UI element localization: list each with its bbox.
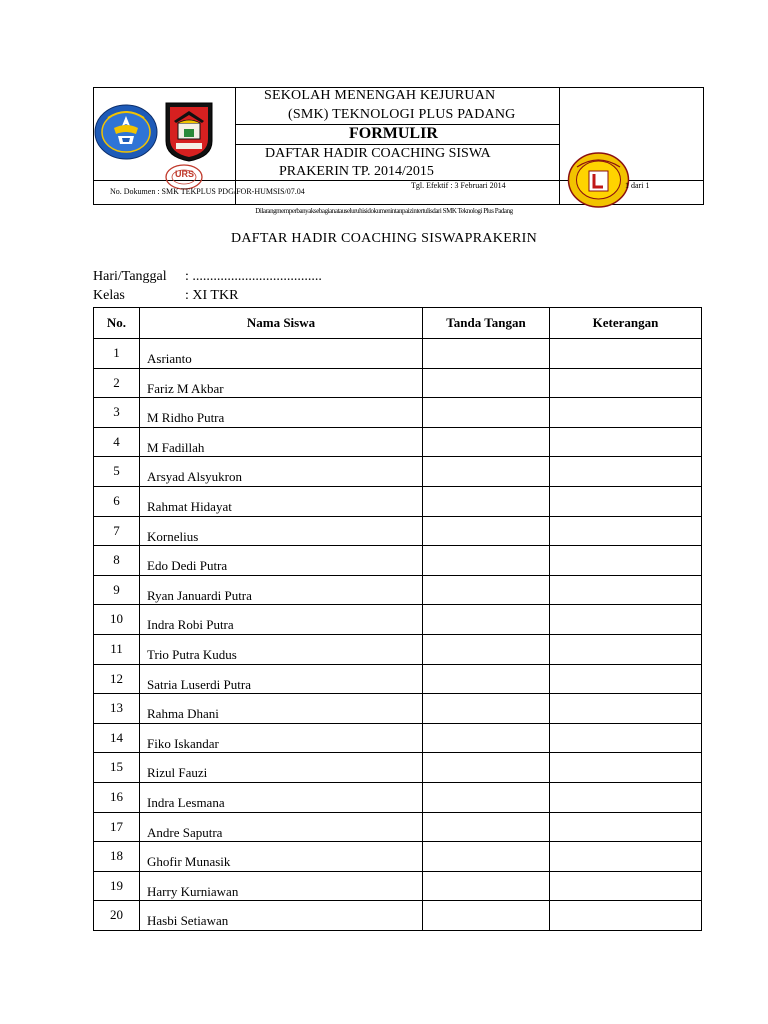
remarks-cell[interactable] bbox=[550, 842, 702, 872]
signature-cell[interactable] bbox=[423, 486, 550, 516]
row-number: 20 bbox=[94, 901, 140, 931]
remarks-cell[interactable] bbox=[550, 516, 702, 546]
date-value: : ..................................... bbox=[185, 269, 322, 284]
row-number: 10 bbox=[94, 605, 140, 635]
signature-cell[interactable] bbox=[423, 368, 550, 398]
table-row bbox=[94, 723, 702, 753]
table-row bbox=[94, 339, 702, 369]
remarks-cell[interactable] bbox=[550, 753, 702, 783]
row-number: 17 bbox=[94, 812, 140, 842]
student-name: Indra Lesmana bbox=[140, 782, 423, 812]
remarks-cell[interactable] bbox=[550, 694, 702, 724]
table-row bbox=[94, 753, 702, 783]
row-number: 7 bbox=[94, 516, 140, 546]
page-info: 1 dari 1 bbox=[625, 181, 650, 190]
student-name: Andre Saputra bbox=[140, 812, 423, 842]
student-name: Ghofir Munasik bbox=[140, 842, 423, 872]
row-number: 9 bbox=[94, 575, 140, 605]
remarks-cell[interactable] bbox=[550, 664, 702, 694]
student-name: Harry Kurniawan bbox=[140, 871, 423, 901]
school-name-line2: (SMK) TEKNOLOGI PLUS PADANG bbox=[288, 107, 516, 122]
table-row bbox=[94, 871, 702, 901]
row-number: 6 bbox=[94, 486, 140, 516]
row-number: 14 bbox=[94, 723, 140, 753]
table-row bbox=[94, 398, 702, 428]
signature-cell[interactable] bbox=[423, 605, 550, 635]
attendance-table bbox=[93, 307, 702, 931]
row-number: 4 bbox=[94, 427, 140, 457]
copy-disclaimer: Dilarangmemperbanyaksebagianatauseluruhisidokumenintanpaizintertulisdari SMK Teknologi Plus Padang bbox=[255, 207, 513, 215]
student-name: Edo Dedi Putra bbox=[140, 546, 423, 576]
remarks-cell[interactable] bbox=[550, 457, 702, 487]
signature-cell[interactable] bbox=[423, 871, 550, 901]
signature-cell[interactable] bbox=[423, 634, 550, 664]
student-name: Hasbi Setiawan bbox=[140, 901, 423, 931]
table-row bbox=[94, 516, 702, 546]
row-number: 2 bbox=[94, 368, 140, 398]
table-row bbox=[94, 842, 702, 872]
row-number: 19 bbox=[94, 871, 140, 901]
signature-cell[interactable] bbox=[423, 842, 550, 872]
student-name: Arsyad Alsyukron bbox=[140, 457, 423, 487]
signature-cell[interactable] bbox=[423, 546, 550, 576]
student-name: Asrianto bbox=[140, 339, 423, 369]
document-number: No. Dokumen : SMK TEKPLUS PDG/FOR-HUMSIS/07.04 bbox=[110, 187, 305, 196]
row-number: 18 bbox=[94, 842, 140, 872]
signature-cell[interactable] bbox=[423, 664, 550, 694]
school-name-line1: SEKOLAH MENENGAH KEJURUAN bbox=[264, 88, 496, 103]
student-name: Indra Robi Putra bbox=[140, 605, 423, 635]
document-title: DAFTAR HADIR COACHING SISWAPRAKERIN bbox=[230, 231, 538, 246]
remarks-cell[interactable] bbox=[550, 634, 702, 664]
header-divider bbox=[559, 88, 560, 204]
student-name: Kornelius bbox=[140, 516, 423, 546]
signature-cell[interactable] bbox=[423, 782, 550, 812]
student-name: Satria Luserdi Putra bbox=[140, 664, 423, 694]
table-header-row bbox=[94, 308, 702, 339]
row-number: 8 bbox=[94, 546, 140, 576]
row-number: 11 bbox=[94, 634, 140, 664]
remarks-cell[interactable] bbox=[550, 546, 702, 576]
smk-teknologi-plus-padang-logo bbox=[567, 151, 630, 209]
student-name: M Ridho Putra bbox=[140, 398, 423, 428]
row-number: 3 bbox=[94, 398, 140, 428]
class-value: : XI TKR bbox=[185, 288, 239, 303]
column-header-remarks: Keterangan bbox=[550, 308, 702, 339]
form-title-line1: DAFTAR HADIR COACHING SISWA bbox=[265, 146, 491, 161]
signature-cell[interactable] bbox=[423, 753, 550, 783]
student-name: Ryan Januardi Putra bbox=[140, 575, 423, 605]
signature-cell[interactable] bbox=[423, 812, 550, 842]
signature-cell[interactable] bbox=[423, 901, 550, 931]
student-name: Rizul Fauzi bbox=[140, 753, 423, 783]
table-body bbox=[94, 339, 702, 931]
table-row bbox=[94, 605, 702, 635]
table-row bbox=[94, 782, 702, 812]
tut-wuri-handayani-logo bbox=[94, 104, 158, 160]
student-name: Rahmat Hidayat bbox=[140, 486, 423, 516]
remarks-cell[interactable] bbox=[550, 427, 702, 457]
table-row bbox=[94, 457, 702, 487]
row-number: 13 bbox=[94, 694, 140, 724]
urs-text: URS bbox=[175, 169, 195, 179]
signature-cell[interactable] bbox=[423, 398, 550, 428]
remarks-cell[interactable] bbox=[550, 782, 702, 812]
table-row bbox=[94, 575, 702, 605]
padang-city-emblem bbox=[162, 99, 216, 163]
table-row bbox=[94, 901, 702, 931]
signature-cell[interactable] bbox=[423, 694, 550, 724]
table-row bbox=[94, 664, 702, 694]
date-label: Hari/Tanggal bbox=[93, 269, 167, 284]
form-label: FORMULIR bbox=[349, 125, 438, 142]
form-title-line2: PRAKERIN TP. 2014/2015 bbox=[279, 164, 434, 179]
row-number: 1 bbox=[94, 339, 140, 369]
row-number: 5 bbox=[94, 457, 140, 487]
column-header-name: Nama Siswa bbox=[140, 308, 423, 339]
remarks-cell[interactable] bbox=[550, 605, 702, 635]
remarks-cell[interactable] bbox=[550, 398, 702, 428]
effective-date: Tgl. Efektif : 3 Februari 2014 bbox=[411, 181, 506, 190]
student-name: Fariz M Akbar bbox=[140, 368, 423, 398]
remarks-cell[interactable] bbox=[550, 901, 702, 931]
table-row bbox=[94, 368, 702, 398]
column-header-no: No. bbox=[94, 308, 140, 339]
signature-cell[interactable] bbox=[423, 427, 550, 457]
signature-cell[interactable] bbox=[423, 516, 550, 546]
remarks-cell[interactable] bbox=[550, 812, 702, 842]
student-name: Rahma Dhani bbox=[140, 694, 423, 724]
signature-cell[interactable] bbox=[423, 575, 550, 605]
table-row bbox=[94, 427, 702, 457]
student-name: Fiko Iskandar bbox=[140, 723, 423, 753]
remarks-cell[interactable] bbox=[550, 368, 702, 398]
table-row bbox=[94, 546, 702, 576]
remarks-cell[interactable] bbox=[550, 486, 702, 516]
remarks-cell[interactable] bbox=[550, 723, 702, 753]
column-header-signature: Tanda Tangan bbox=[423, 308, 550, 339]
remarks-cell[interactable] bbox=[550, 871, 702, 901]
header-divider bbox=[235, 144, 559, 145]
student-name: M Fadillah bbox=[140, 427, 423, 457]
signature-cell[interactable] bbox=[423, 457, 550, 487]
row-number: 15 bbox=[94, 753, 140, 783]
signature-cell[interactable] bbox=[423, 339, 550, 369]
row-number: 16 bbox=[94, 782, 140, 812]
signature-cell[interactable] bbox=[423, 723, 550, 753]
remarks-cell[interactable] bbox=[550, 575, 702, 605]
table-row bbox=[94, 486, 702, 516]
table-row bbox=[94, 812, 702, 842]
table-row bbox=[94, 634, 702, 664]
class-label: Kelas bbox=[93, 288, 125, 303]
row-number: 12 bbox=[94, 664, 140, 694]
student-name: Trio Putra Kudus bbox=[140, 634, 423, 664]
table-row bbox=[94, 694, 702, 724]
remarks-cell[interactable] bbox=[550, 339, 702, 369]
